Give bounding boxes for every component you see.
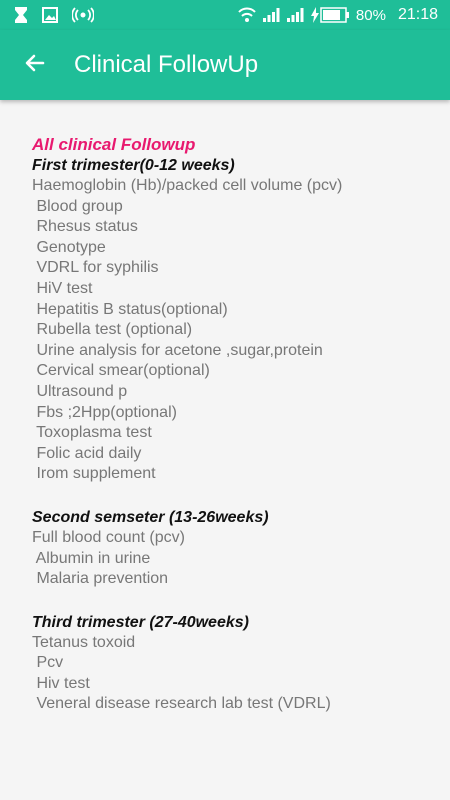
hotspot-icon bbox=[72, 7, 94, 23]
list-item: HiV test bbox=[32, 279, 93, 297]
status-time: 21:18 bbox=[397, 6, 438, 23]
status-bar bbox=[0, 0, 450, 30]
page-title: Clinical FollowUp bbox=[74, 51, 259, 78]
section-spacer bbox=[32, 485, 440, 508]
followup-content bbox=[32, 134, 440, 715]
list-item: Toxoplasma test bbox=[32, 424, 152, 442]
list-item: Hepatitis B status(optional) bbox=[32, 300, 228, 318]
list-item: Veneral disease research lab test (VDRL) bbox=[32, 695, 331, 713]
list-item: Fbs ;2Hpp(optional) bbox=[32, 403, 177, 421]
third-trimester-heading: Third trimester (27-40weeks) bbox=[32, 613, 249, 631]
list-item: Folic acid daily bbox=[32, 444, 142, 462]
list-item: Urine analysis for acetone ,sugar,protein bbox=[32, 341, 323, 359]
list-item: Hiv test bbox=[32, 674, 90, 692]
list-item: Rubella test (optional) bbox=[32, 321, 193, 339]
list-item: Tetanus toxoid bbox=[32, 633, 136, 651]
battery-indicator bbox=[310, 7, 350, 23]
back-arrow-icon bbox=[23, 51, 47, 80]
list-item: VDRL for syphilis bbox=[32, 259, 159, 277]
signal-icon bbox=[286, 7, 304, 23]
hourglass-icon bbox=[14, 6, 28, 24]
list-item: Ultrasound p bbox=[32, 382, 128, 400]
list-item: Cervical smear(optional) bbox=[32, 362, 210, 380]
first-trimester-list bbox=[32, 176, 440, 485]
image-icon bbox=[42, 7, 58, 23]
section-title: All clinical Followup bbox=[32, 135, 196, 154]
list-item: Blood group bbox=[32, 197, 123, 215]
list-item: Full blood count (pcv) bbox=[32, 528, 185, 546]
list-item: Albumin in urine bbox=[32, 549, 151, 567]
second-trimester-heading: Second semseter (13-26weeks) bbox=[32, 508, 269, 526]
section-spacer bbox=[32, 590, 440, 613]
list-item: Malaria prevention bbox=[32, 570, 169, 588]
first-trimester-heading: First trimester(0-12 weeks) bbox=[32, 157, 235, 174]
charging-icon bbox=[310, 7, 320, 23]
wifi-icon bbox=[238, 7, 256, 23]
list-item: Genotype bbox=[32, 238, 106, 256]
list-item: Haemoglobin (Hb)/packed cell volume (pcv) bbox=[32, 177, 343, 194]
battery-icon bbox=[320, 7, 350, 23]
list-item: Rhesus status bbox=[32, 218, 138, 236]
third-trimester-list bbox=[32, 633, 440, 715]
battery-percent: 80% bbox=[355, 6, 386, 24]
second-trimester-list bbox=[32, 528, 440, 590]
app-bar bbox=[0, 30, 450, 100]
list-item: Pcv bbox=[32, 654, 64, 672]
signal-icon bbox=[262, 7, 280, 23]
back-button[interactable] bbox=[0, 30, 70, 100]
list-item: Irom supplement bbox=[32, 465, 156, 483]
